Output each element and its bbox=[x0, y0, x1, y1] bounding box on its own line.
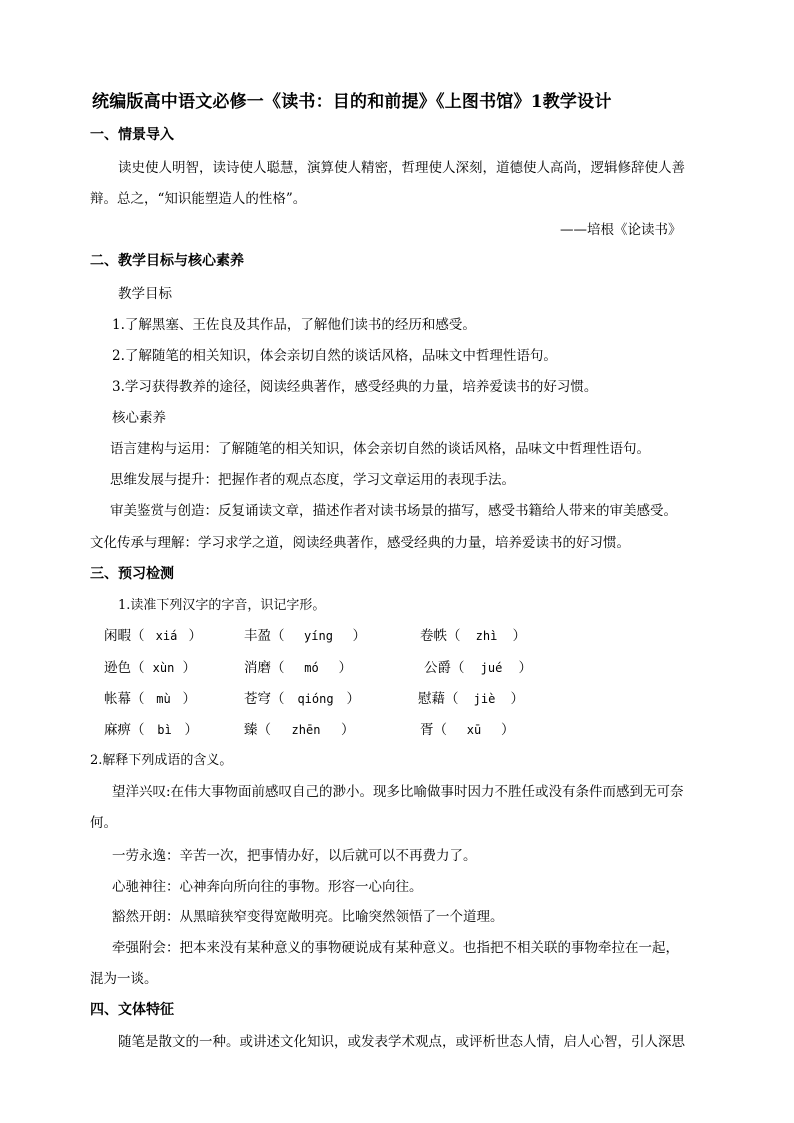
section-heading-genre: 四、文体特征 bbox=[90, 1002, 174, 1018]
vocab-word: 臻 bbox=[244, 722, 258, 738]
idiom-definition-cont: 混为一谈。 bbox=[90, 971, 158, 987]
paren-close: ） bbox=[182, 691, 196, 707]
paren-close: ） bbox=[352, 628, 366, 644]
paren-open: （ bbox=[451, 660, 465, 676]
question-2: 2.解释下列成语的含义。 bbox=[90, 753, 233, 768]
vocab-word: 丰盈 bbox=[244, 628, 271, 644]
genre-paragraph: 随笔是散文的一种。或讲述文化知识，或发表学术观点，或评析世态人情，启人心智，引人深思 bbox=[118, 1034, 685, 1050]
paren-close: ） bbox=[184, 722, 198, 738]
paren-open: （ bbox=[447, 628, 461, 644]
vocab-word: 公爵 bbox=[424, 660, 451, 676]
vocab-item bbox=[244, 687, 360, 707]
document-title: 统编版高中语文必修一《读书：目的和前提》《上图书馆》1教学设计 bbox=[92, 92, 612, 112]
idiom-definition: 牵强附会：把本来没有某种意义的事物硬说成有某种意义。也指把不相关联的事物牵拉在一起， bbox=[112, 940, 679, 956]
goals-label: 教学目标 bbox=[118, 286, 172, 302]
vocab-pinyin: mó bbox=[304, 661, 319, 675]
vocab-word: 消磨 bbox=[244, 660, 271, 676]
paren-close: ） bbox=[188, 628, 202, 644]
core-item: 语言建构与运用：了解随笔的相关知识，体会亲切自然的谈话风格，品味文中哲理性语句。 bbox=[110, 441, 650, 457]
vocab-pinyin: mù bbox=[156, 692, 171, 706]
vocab-pinyin: xùn bbox=[152, 661, 175, 675]
vocab-word: 麻痹 bbox=[104, 722, 131, 738]
idiom-definition: 望洋兴叹:在伟大事物面前感叹自己的渺小。现多比喻做事时因力不胜任或没有条件而感到无可奈 bbox=[112, 784, 684, 800]
vocab-pinyin: xū bbox=[466, 723, 482, 737]
core-label: 核心素养 bbox=[112, 410, 166, 426]
paren-close: ） bbox=[501, 722, 515, 738]
question-1: 1.读准下列汉字的字音，识记字形。 bbox=[118, 598, 326, 613]
goal-item: 3.学习获得教养的途径，阅读经典著作，感受经典的力量，培养爱读书的好习惯。 bbox=[112, 379, 598, 395]
vocab-word: 苍穹 bbox=[244, 691, 271, 707]
vocab-item bbox=[418, 687, 524, 707]
paren-close: ） bbox=[510, 691, 524, 707]
vocab-pinyin: zhēn bbox=[291, 723, 321, 737]
vocab-pinyin: qióng bbox=[297, 692, 334, 706]
paren-close: ） bbox=[518, 660, 532, 676]
vocab-pinyin: xiá bbox=[155, 629, 178, 643]
goal-item: 2.了解随笔的相关知识，体会亲切自然的谈话风格，品味文中哲理性语句。 bbox=[112, 348, 557, 364]
idiom-definition: 一劳永逸：辛苦一次，把事情办好，以后就可以不再费力了。 bbox=[112, 848, 477, 864]
vocab-word: 帐幕 bbox=[104, 691, 131, 707]
vocab-item bbox=[244, 624, 366, 644]
vocab-row bbox=[0, 687, 794, 711]
paren-close: ） bbox=[182, 660, 196, 676]
vocab-word: 慰藉 bbox=[418, 691, 445, 707]
vocab-row bbox=[0, 656, 794, 680]
vocab-pinyin: jué bbox=[480, 661, 503, 675]
vocab-item bbox=[244, 718, 355, 738]
paren-open: （ bbox=[271, 628, 285, 644]
paren-close: ） bbox=[338, 660, 352, 676]
vocab-word: 闲暇 bbox=[104, 628, 131, 644]
core-item: 思维发展与提升：把握作者的观点态度，学习文章运用的表现手法。 bbox=[110, 472, 515, 488]
vocab-pinyin: zhì bbox=[475, 629, 498, 643]
vocab-item bbox=[420, 718, 515, 738]
vocab-item bbox=[244, 656, 352, 676]
section-heading-intro: 一、情景导入 bbox=[90, 127, 174, 143]
paren-open: （ bbox=[131, 660, 145, 676]
vocab-pinyin: yíng bbox=[304, 629, 333, 643]
vocab-pinyin: bì bbox=[157, 723, 172, 737]
core-item: 审美鉴赏与创造：反复诵读文章，描述作者对读书场景的描写，感受书籍给人带来的审美感受。 bbox=[110, 503, 677, 519]
paren-open: （ bbox=[433, 722, 447, 738]
idiom-definition: 豁然开朗：从黑暗狭窄变得宽敞明亮。比喻突然领悟了一个道理。 bbox=[112, 909, 504, 925]
vocab-pinyin: jiè bbox=[473, 692, 496, 706]
paren-open: （ bbox=[257, 722, 271, 738]
vocab-item bbox=[104, 656, 196, 676]
vocab-item bbox=[420, 624, 526, 644]
idiom-definition: 心驰神往：心神奔向所向往的事物。形容一心向往。 bbox=[112, 879, 423, 895]
vocab-item bbox=[424, 656, 532, 676]
paren-open: （ bbox=[131, 628, 145, 644]
vocab-word: 胥 bbox=[420, 722, 434, 738]
paren-close: ） bbox=[341, 722, 355, 738]
vocab-item bbox=[104, 687, 196, 707]
vocab-row bbox=[0, 624, 794, 648]
vocab-item bbox=[104, 624, 202, 644]
paren-open: （ bbox=[271, 660, 285, 676]
paren-open: （ bbox=[445, 691, 459, 707]
section-heading-preview: 三、预习检测 bbox=[90, 566, 174, 582]
paren-close: ） bbox=[346, 691, 360, 707]
quote-attribution: ——培根《论读书》 bbox=[560, 222, 682, 238]
paren-open: （ bbox=[131, 691, 145, 707]
paren-open: （ bbox=[271, 691, 285, 707]
vocab-item bbox=[104, 718, 198, 738]
section-heading-goals: 二、教学目标与核心素养 bbox=[90, 253, 244, 269]
vocab-word: 卷帙 bbox=[420, 628, 447, 644]
idiom-definition-cont: 何。 bbox=[90, 815, 117, 831]
quote-line: 读史使人明智，读诗使人聪慧，演算使人精密，哲理使人深刻，道德使人高尚，逻辑修辞使人善 bbox=[118, 160, 685, 176]
quote-line: 辩。总之，“知识能塑造人的性格”。 bbox=[90, 191, 307, 207]
vocab-row bbox=[0, 718, 794, 742]
vocab-word: 逊色 bbox=[104, 660, 131, 676]
paren-close: ） bbox=[512, 628, 526, 644]
goal-item: 1.了解黑塞、王佐良及其作品，了解他们读书的经历和感受。 bbox=[112, 317, 476, 333]
paren-open: （ bbox=[131, 722, 145, 738]
core-item: 文化传承与理解：学习求学之道，阅读经典著作，感受经典的力量，培养爱读书的好习惯。 bbox=[90, 535, 630, 551]
